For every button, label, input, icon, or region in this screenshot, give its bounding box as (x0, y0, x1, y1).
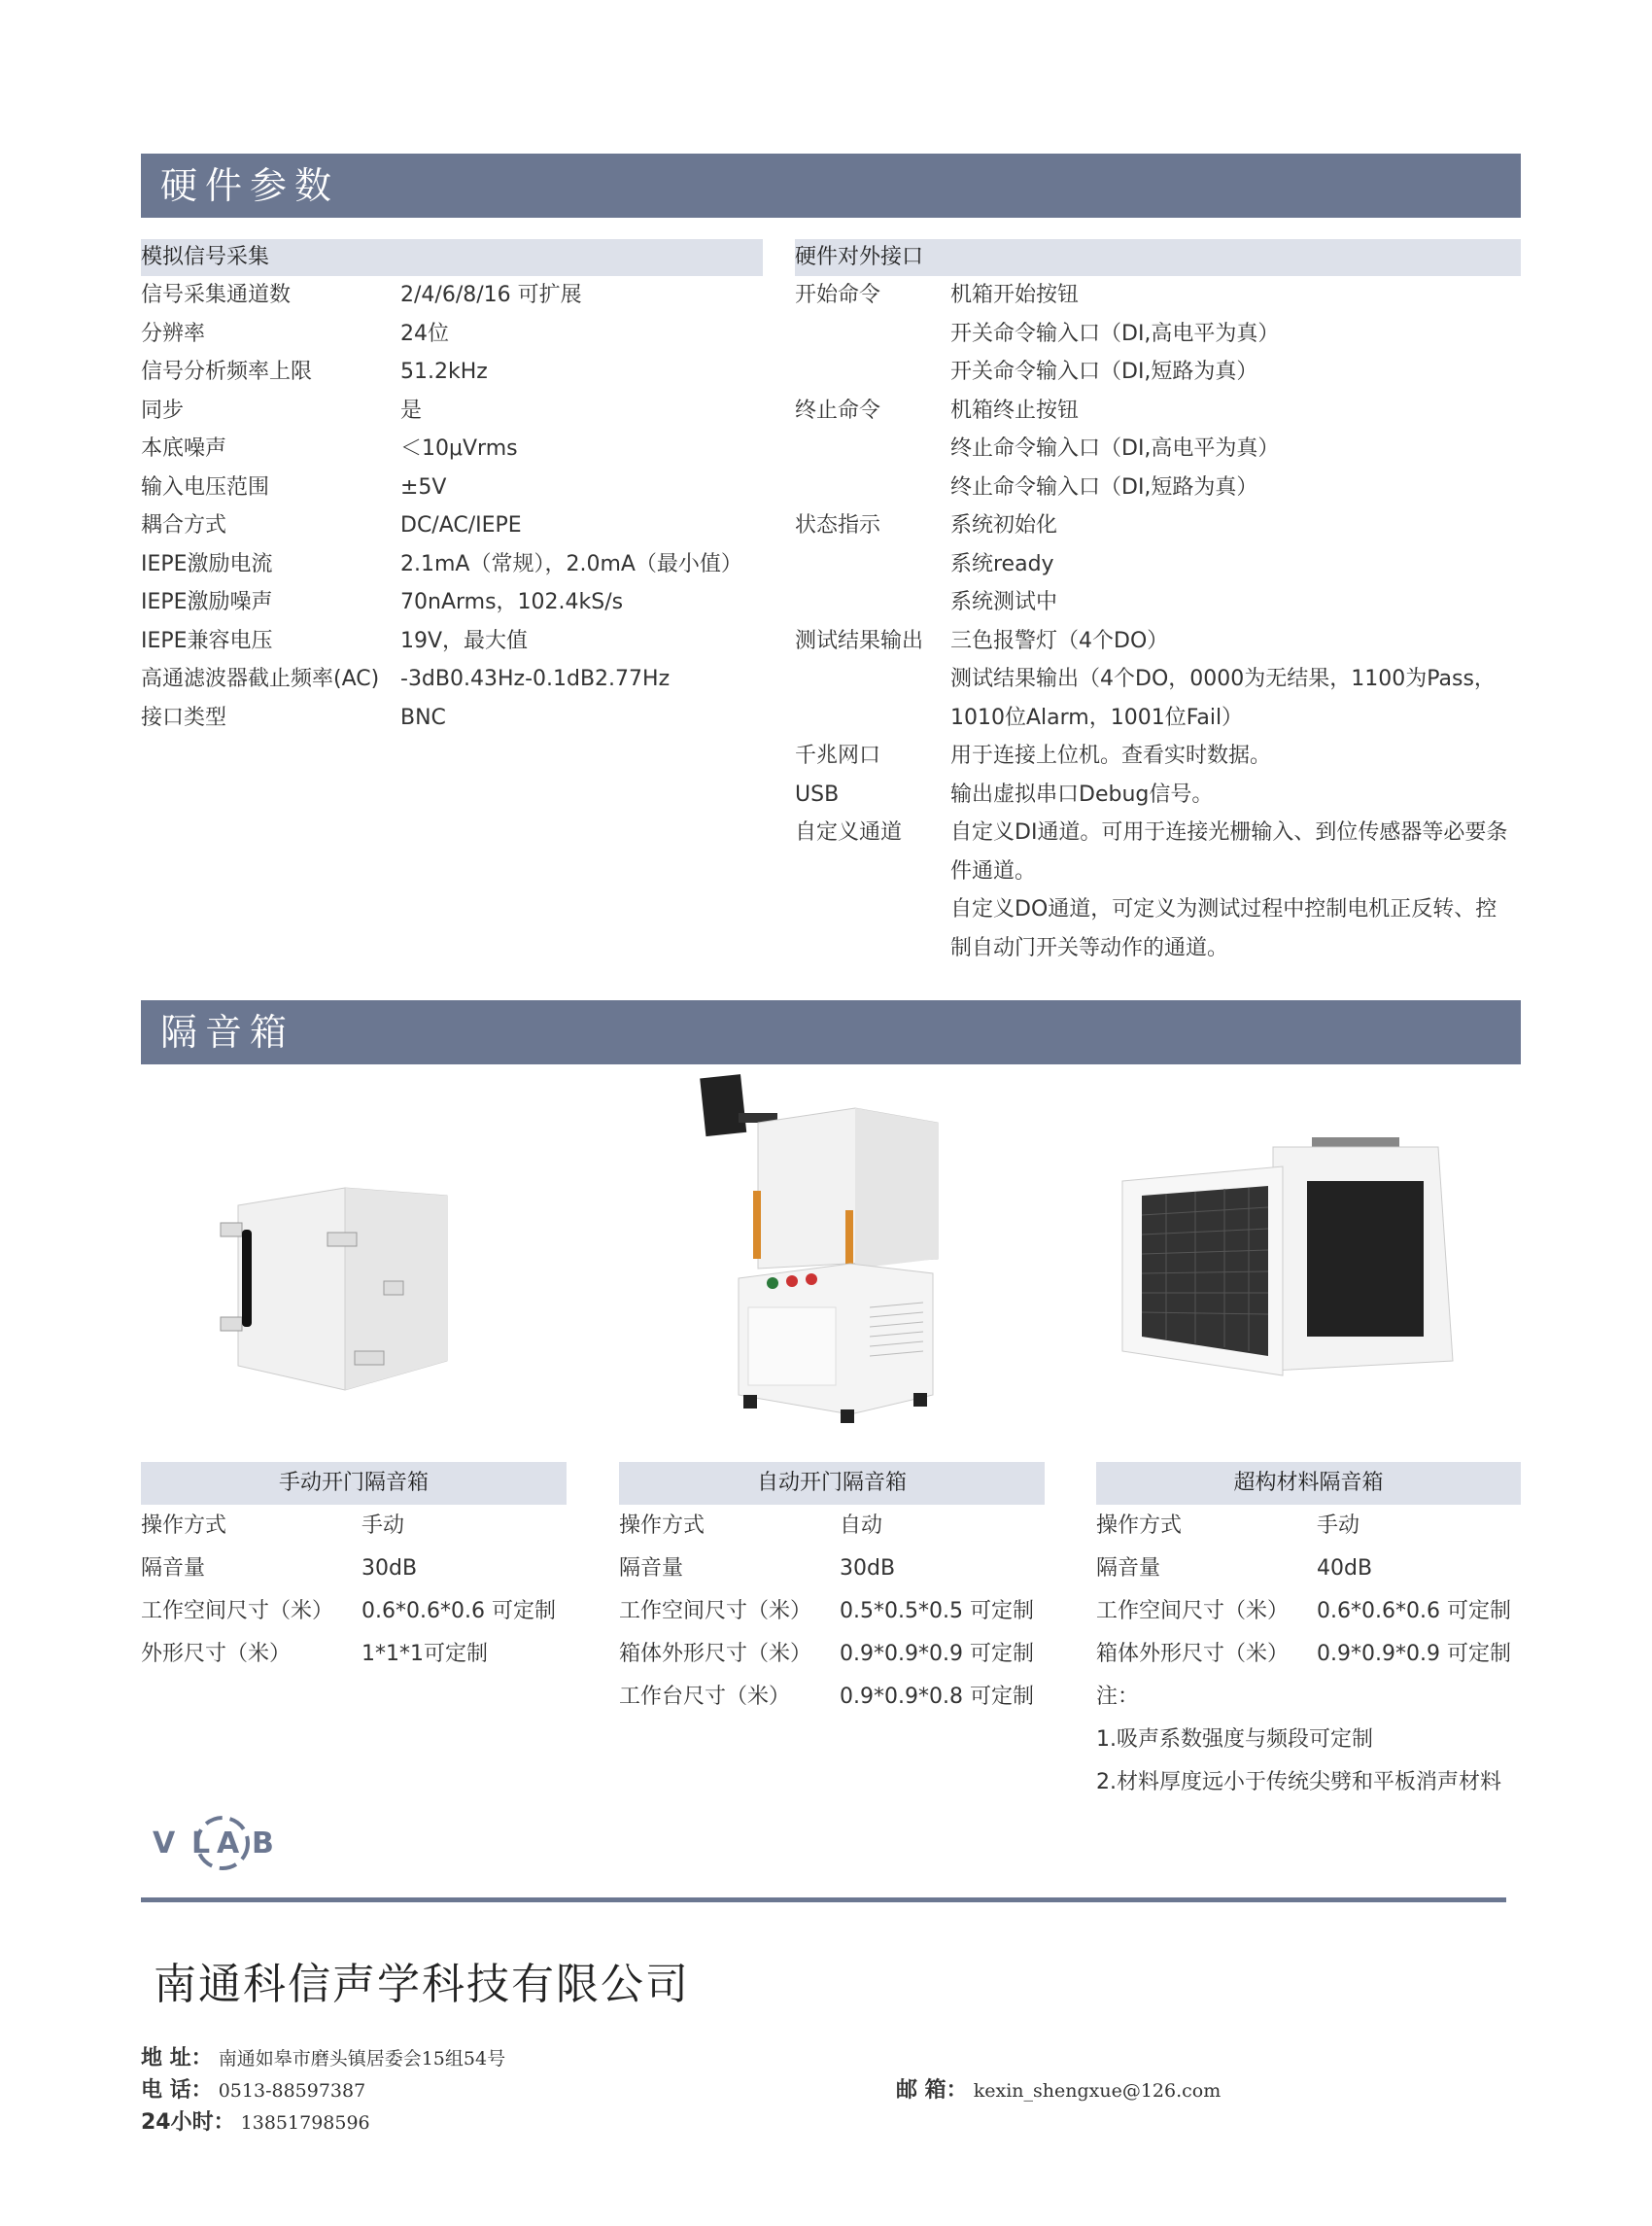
analog-value: 24位 (400, 321, 449, 346)
hardware-section-title: 硬件参数 (141, 154, 1521, 218)
device-value: 0.6*0.6*0.6 可定制 (361, 1599, 556, 1623)
footer-divider (141, 1897, 1506, 1902)
company-name: 南通科信声学科技有限公司 (154, 1960, 690, 2009)
analog-value: 19V，最大值 (400, 628, 529, 653)
analog-value: -3dB0.43Hz-0.1dB2.77Hz (400, 667, 671, 691)
device-value: 手动 (1317, 1513, 1360, 1538)
analog-key: 高通滤波器截止频率(AC) (141, 667, 380, 691)
device-heading-meta: 超构材料隔音箱 (1096, 1462, 1521, 1505)
interface-value: 件通道。 (950, 858, 1037, 884)
analog-key: 分辨率 (141, 321, 206, 346)
analog-value: 51.2kHz (400, 360, 488, 384)
svg-text:A: A (217, 1826, 240, 1861)
interface-value: 机箱终止按钮 (950, 398, 1080, 423)
device-key: 箱体外形尺寸（米） (1096, 1642, 1290, 1666)
analog-key: 本底噪声 (141, 436, 227, 461)
email-value[interactable]: kexin_shengxue@126.com (973, 2080, 1222, 2102)
email-line (896, 2073, 1221, 2104)
analog-key: 信号采集通道数 (141, 283, 292, 307)
device-key: 操作方式 (141, 1513, 227, 1538)
interface-value: 输出虚拟串口Debug信号。 (950, 782, 1214, 807)
analog-heading: 模拟信号采集 (141, 239, 763, 276)
hotline-label: 24小时： (141, 2110, 235, 2135)
device-value: 0.9*0.9*0.9 可定制 (840, 1642, 1034, 1666)
interface-heading: 硬件对外接口 (795, 239, 1521, 276)
interface-key: 状态指示 (795, 513, 881, 538)
phone-line (141, 2073, 365, 2104)
address-value: 南通如皋市磨头镇居委会15组54号 (218, 2048, 506, 2069)
device-key: 外形尺寸（米） (141, 1642, 292, 1666)
interface-value: 自定义DO通道，可定义为测试过程中控制电机正反转、控 (950, 897, 1497, 922)
interface-value: 三色报警灯（4个DO） (950, 628, 1169, 653)
device-key: 隔音量 (141, 1556, 206, 1581)
analog-value: BNC (400, 705, 446, 730)
vlab-logo (151, 1810, 277, 1873)
svg-text:V: V (153, 1826, 176, 1861)
device-heading-auto: 自动开门隔音箱 (619, 1462, 1045, 1505)
device-value: 40dB (1317, 1556, 1373, 1581)
device-value: 1*1*1可定制 (361, 1642, 488, 1666)
device-value: 0.9*0.9*0.9 可定制 (1317, 1642, 1511, 1666)
analog-value: ＜10μVrms (400, 436, 518, 461)
device-key: 工作台尺寸（米） (619, 1685, 791, 1709)
device-value: 0.9*0.9*0.8 可定制 (840, 1685, 1034, 1709)
address-label: 地 址： (141, 2046, 213, 2070)
device-key: 工作空间尺寸（米） (1096, 1599, 1290, 1623)
interface-value: 机箱开始按钮 (950, 283, 1080, 307)
device-key: 操作方式 (1096, 1513, 1183, 1538)
interface-key: 开始命令 (795, 283, 881, 307)
interface-value: 开关命令输入口（DI,短路为真） (950, 360, 1258, 384)
interface-value: 系统测试中 (950, 590, 1058, 614)
device-value: 0.5*0.5*0.5 可定制 (840, 1599, 1034, 1623)
analog-value: ±5V (400, 474, 447, 500)
interface-value: 1010位Alarm，1001位Fail） (950, 705, 1244, 730)
analog-value: DC/AC/IEPE (400, 513, 522, 538)
analog-key: 接口类型 (141, 705, 227, 730)
device-value: 30dB (840, 1556, 896, 1581)
interface-key: USB (795, 782, 840, 807)
device-key: 箱体外形尺寸（米） (619, 1642, 812, 1666)
email-label: 邮 箱： (896, 2078, 968, 2103)
device-key: 隔音量 (619, 1556, 684, 1581)
phone-label: 电 话： (141, 2078, 213, 2103)
interface-value: 终止命令输入口（DI,短路为真） (950, 474, 1258, 500)
hotline-line (141, 2105, 370, 2136)
device-note: 注： (1096, 1685, 1140, 1709)
interface-key: 自定义通道 (795, 820, 903, 845)
analog-key: IEPE激励电流 (141, 551, 273, 576)
metamaterial-soundbox-image (1118, 1128, 1487, 1385)
analog-key: 耦合方式 (141, 513, 227, 538)
interface-value: 系统初始化 (950, 513, 1058, 538)
analog-key: 输入电压范围 (141, 474, 270, 500)
svg-text:L: L (191, 1826, 211, 1861)
device-note: 2.材料厚度远小于传统尖劈和平板消声材料 (1096, 1770, 1501, 1794)
analog-key: IEPE兼容电压 (141, 628, 273, 653)
device-value: 30dB (361, 1556, 418, 1581)
interface-key: 千兆网口 (795, 744, 881, 768)
device-value: 自动 (840, 1513, 883, 1538)
device-value: 0.6*0.6*0.6 可定制 (1317, 1599, 1511, 1623)
analog-key: 同步 (141, 398, 185, 423)
hotline-value: 13851798596 (240, 2112, 370, 2134)
interface-value: 自定义DI通道。可用于连接光栅输入、到位传感器等必要条 (950, 820, 1508, 845)
interface-value: 终止命令输入口（DI,高电平为真） (950, 436, 1280, 461)
interface-value: 系统ready (950, 551, 1054, 576)
address-line (141, 2041, 505, 2071)
device-key: 操作方式 (619, 1513, 706, 1538)
auto-soundbox-image (695, 1074, 947, 1429)
soundbox-section-title: 隔音箱 (141, 1000, 1521, 1064)
interface-key: 测试结果输出 (795, 628, 924, 653)
device-key: 工作空间尺寸（米） (619, 1599, 812, 1623)
analog-value: 2/4/6/8/16 可扩展 (400, 283, 582, 307)
device-key: 隔音量 (1096, 1556, 1161, 1581)
device-key: 工作空间尺寸（米） (141, 1599, 334, 1623)
analog-value: 70nArms，102.4kS/s (400, 590, 624, 614)
interface-value: 制自动门开关等动作的通道。 (950, 935, 1229, 960)
analog-value: 2.1mA（常规），2.0mA（最小值） (400, 551, 742, 576)
interface-value: 开关命令输入口（DI,高电平为真） (950, 321, 1280, 346)
interface-value: 用于连接上位机。查看实时数据。 (950, 744, 1272, 768)
analog-key: 信号分析频率上限 (141, 360, 313, 384)
device-heading-manual: 手动开门隔音箱 (141, 1462, 567, 1505)
phone-value: 0513-88597387 (218, 2080, 366, 2102)
interface-value: 测试结果输出（4个DO，0000为无结果，1100为Pass， (950, 667, 1496, 691)
svg-text:B: B (252, 1826, 274, 1861)
manual-soundbox-image (219, 1176, 452, 1400)
analog-value: 是 (400, 398, 423, 423)
interface-key: 终止命令 (795, 398, 881, 423)
device-note: 1.吸声系数强度与频段可定制 (1096, 1727, 1373, 1752)
device-value: 手动 (361, 1513, 405, 1538)
analog-key: IEPE激励噪声 (141, 590, 273, 614)
